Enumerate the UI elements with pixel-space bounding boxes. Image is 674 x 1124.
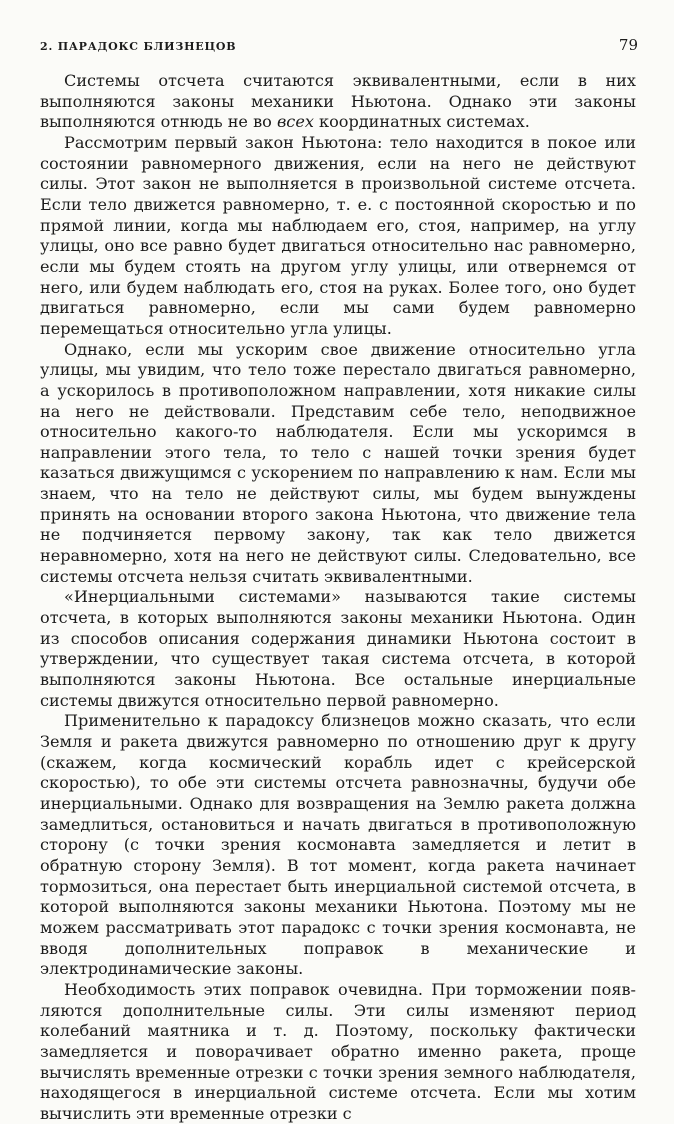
paragraph-4: «Инерциальными системами» называются такие системы отсчета, в которых выполняются законы механики Ньютона. Один из способов описания содержания динамики Ньютона состоит в утверждении, что существует такая система отсчета, в которой выполняются законы Ньютона. Все остальные инерциальные системы движутся относительно первой равномерно. <box>40 587 636 710</box>
paragraph-1-end: координатных системах. <box>313 112 530 132</box>
page-header <box>40 36 638 54</box>
running-head: 2. ПАРАДОКС БЛИЗНЕЦОВ <box>40 40 237 53</box>
paragraph-1-text: Системы отсчета считаются эквивалентными, если в них выполняются законы механики Ньютона. Однако эти законы выполняются отнюдь не во <box>40 71 636 132</box>
body-text <box>40 71 636 1124</box>
paragraph-2: Рассмотрим первый закон Ньютона: тело находится в покое или состоянии равномерного движения, если на него не действуют силы. Этот закон не выполняется в произвольной системе отсчета. Если тело движется равномерно, т. е. с постоянной скоростью и по прямой линии, когда мы наблюдаем его, стоя, например, на углу улицы, оно все равно будет двигаться относительно нас равномерно, если мы будем стоять на другом углу улицы, или отвернемся от него, или будем наблюдать его, стоя на руках. Более того, оно будет двигаться равномерно, если мы сами будем равномерно перемещаться относительно угла улицы. <box>40 132 636 338</box>
paragraph-1 <box>40 71 636 133</box>
paragraph-6: Необходимость этих поправок очевидна. При торможении появляются дополнительные силы. Эти силы изменяют период колебаний маятника и т. д. Поэтому, поскольку фактически замедляется и поворачивает обратно именно ракета, проще вычислять временные отрезки с точки зрения земного наблюдателя, находящегося в инерциальной системе отсчета. Если мы хотим вычислить эти временные отрезки с <box>40 979 636 1123</box>
emphasis-all: всех <box>276 112 314 132</box>
page-number: 79 <box>618 36 638 54</box>
paragraph-3: Однако, если мы ускорим свое движение относительно угла улицы, мы увидим, что тело тоже перестало двигаться равномерно, а ускорилось в противоположном направлении, хотя никакие силы на него не действовали. Представим себе тело, неподвижное относительно какого-то наблюдателя. Если мы ускоримся в направлении этого тела, то тело с нашей точки зрения будет казаться движущимся с ускорением по направлению к нам. Если мы знаем, что на тело не действуют силы, мы будем вынуждены принять на основании второго закона Ньютона, что движение тела не подчиняется первому закону, так как тело движется неравномерно, хотя на него не действуют силы. Следовательно, все системы отсчета нельзя считать эквивалентными. <box>40 339 636 586</box>
paragraph-5: Применительно к парадоксу близнецов можно сказать, что если Земля и ракета движутся равномерно по отношению друг к другу (скажем, когда космический корабль идет с крейсерской скоростью), то обе эти системы отсчета равнозначны, будучи обе инерциальными. Однако для возвращения на Землю ракета должна замедлиться, остановиться и начать двигаться в противоположную сторону (с точки зрения космонавта замедляется и летит в обратную сторону Земля). В тот момент, когда ракета начинает тормозиться, она перестает быть инерциальной системой отсчета, в которой выполняются законы механики Ньютона. Поэтому мы не можем рассматривать этот парадокс с точки зрения космонавта, не вводя дополнительных поправок в механические и электродинамические законы. <box>40 711 636 979</box>
